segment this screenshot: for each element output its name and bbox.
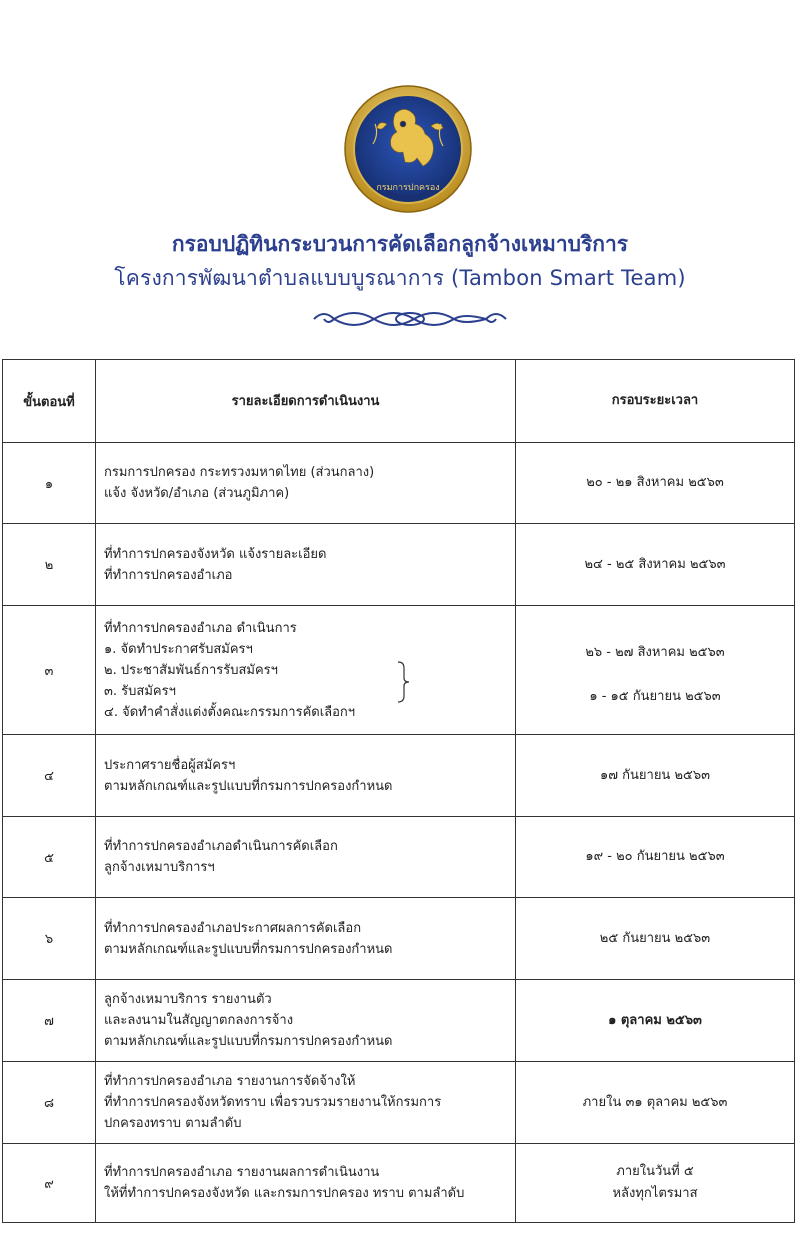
detail-line: ๔. จัดทำคำสั่งแต่งตั้งคณะกรรมการคัดเลือกฯ xyxy=(104,704,356,720)
table-row xyxy=(3,980,795,1062)
detail-line: ที่ทำการปกครองอำเภอ รายงานการจัดจ้างให้ xyxy=(104,1074,356,1089)
step-number: ๑ xyxy=(3,443,96,524)
column-header-step: ขั้นตอนที่ xyxy=(3,360,96,443)
step-timeframe: ๑๗ กันยายน ๒๕๖๓ xyxy=(516,735,795,817)
step-details xyxy=(96,606,516,735)
detail-line: ที่ทำการปกครองจังหวัด แจ้งรายละเอียด xyxy=(104,546,327,562)
table-row xyxy=(3,1062,795,1144)
step-timeframe xyxy=(516,606,795,735)
step-timeframe: ๑ ตุลาคม ๒๕๖๓ xyxy=(516,980,795,1062)
timeframe-line: ๒๖ - ๒๗ สิงหาคม ๒๕๖๓ xyxy=(585,645,725,660)
detail-line: ที่ทำการปกครองอำเภอ รายงานผลการดำเนินงาน xyxy=(104,1165,380,1180)
detail-line: ที่ทำการปกครองอำเภอประกาศผลการคัดเลือก xyxy=(104,920,362,936)
bracket-icon xyxy=(396,660,410,704)
step-details xyxy=(96,817,516,898)
detail-line: ตามหลักเกณฑ์และรูปแบบที่กรมการปกครองกำหนด xyxy=(104,1034,393,1049)
step-number: ๙ xyxy=(3,1144,96,1223)
detail-line: ลูกจ้างเหมาบริการ รายงานตัว xyxy=(104,992,272,1007)
table-row xyxy=(3,735,795,817)
table-row xyxy=(3,443,795,524)
step-number: ๓ xyxy=(3,606,96,735)
step-number: ๒ xyxy=(3,524,96,606)
table-row xyxy=(3,524,795,606)
page-title: กรอบปฏิทินกระบวนการคัดเลือกลูกจ้างเหมาบริการ xyxy=(171,232,629,256)
detail-line: ๑. จัดทำประกาศรับสมัครฯ xyxy=(104,641,253,657)
detail-line: ที่ทำการปกครองจังหวัดทราบ เพื่อรวบรวมรายงานให้กรมการ xyxy=(104,1095,442,1110)
step-timeframe: ๒๔ - ๒๕ สิงหาคม ๒๕๖๓ xyxy=(516,524,795,606)
step-details xyxy=(96,524,516,606)
step-number: ๔ xyxy=(3,735,96,817)
step-number: ๖ xyxy=(3,898,96,980)
detail-line: กรมการปกครอง กระทรวงมหาดไทย (ส่วนกลาง) xyxy=(104,465,375,480)
schedule-table xyxy=(2,359,795,1223)
timeframe-line: หลังทุกไตรมาส xyxy=(612,1186,698,1201)
step-details xyxy=(96,980,516,1062)
detail-line: ๓. รับสมัครฯ xyxy=(104,683,176,699)
detail-line: ประกาศรายชื่อผู้สมัครฯ xyxy=(104,757,236,773)
table-row xyxy=(3,817,795,898)
detail-line: ตามหลักเกณฑ์และรูปแบบที่กรมการปกครองกำหนด xyxy=(104,941,393,957)
step-timeframe: ๒๕ กันยายน ๒๕๖๓ xyxy=(516,898,795,980)
step-number: ๘ xyxy=(3,1062,96,1144)
detail-line: และลงนามในสัญญาตกลงการจ้าง xyxy=(104,1013,294,1028)
detail-line: ตามหลักเกณฑ์และรูปแบบที่กรมการปกครองกำหนด xyxy=(104,778,393,794)
step-details xyxy=(96,1144,516,1223)
detail-line: ลูกจ้างเหมาบริการฯ xyxy=(104,860,215,875)
step-timeframe: ภายใน ๓๑ ตุลาคม ๒๕๖๓ xyxy=(516,1062,795,1144)
detail-line: ปกครองทราบ ตามลำดับ xyxy=(104,1116,242,1131)
step-timeframe xyxy=(516,1144,795,1223)
step-details xyxy=(96,443,516,524)
detail-line: ที่ทำการปกครองอำเภอ ดำเนินการ xyxy=(104,620,297,636)
step-details xyxy=(96,1062,516,1144)
table-row xyxy=(3,606,795,735)
detail-line: ที่ทำการปกครองอำเภอ xyxy=(104,567,233,583)
detail-line: ให้ที่ทำการปกครองจังหวัด และกรมการปกครอง ทราบ ตามลำดับ xyxy=(104,1186,465,1201)
table-header-row xyxy=(3,360,795,443)
decorative-flourish-icon xyxy=(310,304,510,334)
department-seal-logo xyxy=(343,84,473,214)
timeframe-line: ภายในวันที่ ๕ xyxy=(616,1164,694,1179)
detail-line: ที่ทำการปกครองอำเภอดำเนินการคัดเลือก xyxy=(104,839,338,854)
step-number: ๗ xyxy=(3,980,96,1062)
step-number: ๕ xyxy=(3,817,96,898)
detail-line: ๒. ประชาสัมพันธ์การรับสมัครฯ xyxy=(104,662,278,678)
step-timeframe: ๒๐ - ๒๑ สิงหาคม ๒๕๖๓ xyxy=(516,443,795,524)
page-subtitle: โครงการพัฒนาตำบลแบบบูรณาการ (Tambon Smart Team) xyxy=(114,266,686,290)
seal-text: กรมการปกครอง xyxy=(376,183,440,193)
table-row xyxy=(3,898,795,980)
timeframe-line: ๑ - ๑๕ กันยายน ๒๕๖๓ xyxy=(589,689,721,704)
column-header-timeframe: กรอบระยะเวลา xyxy=(516,360,795,443)
column-header-details: รายละเอียดการดำเนินงาน xyxy=(96,360,516,443)
step-details xyxy=(96,735,516,817)
step-details xyxy=(96,898,516,980)
step-timeframe: ๑๙ - ๒๐ กันยายน ๒๕๖๓ xyxy=(516,817,795,898)
table-row xyxy=(3,1144,795,1223)
detail-line: แจ้ง จังหวัด/อำเภอ (ส่วนภูมิภาค) xyxy=(104,486,290,501)
